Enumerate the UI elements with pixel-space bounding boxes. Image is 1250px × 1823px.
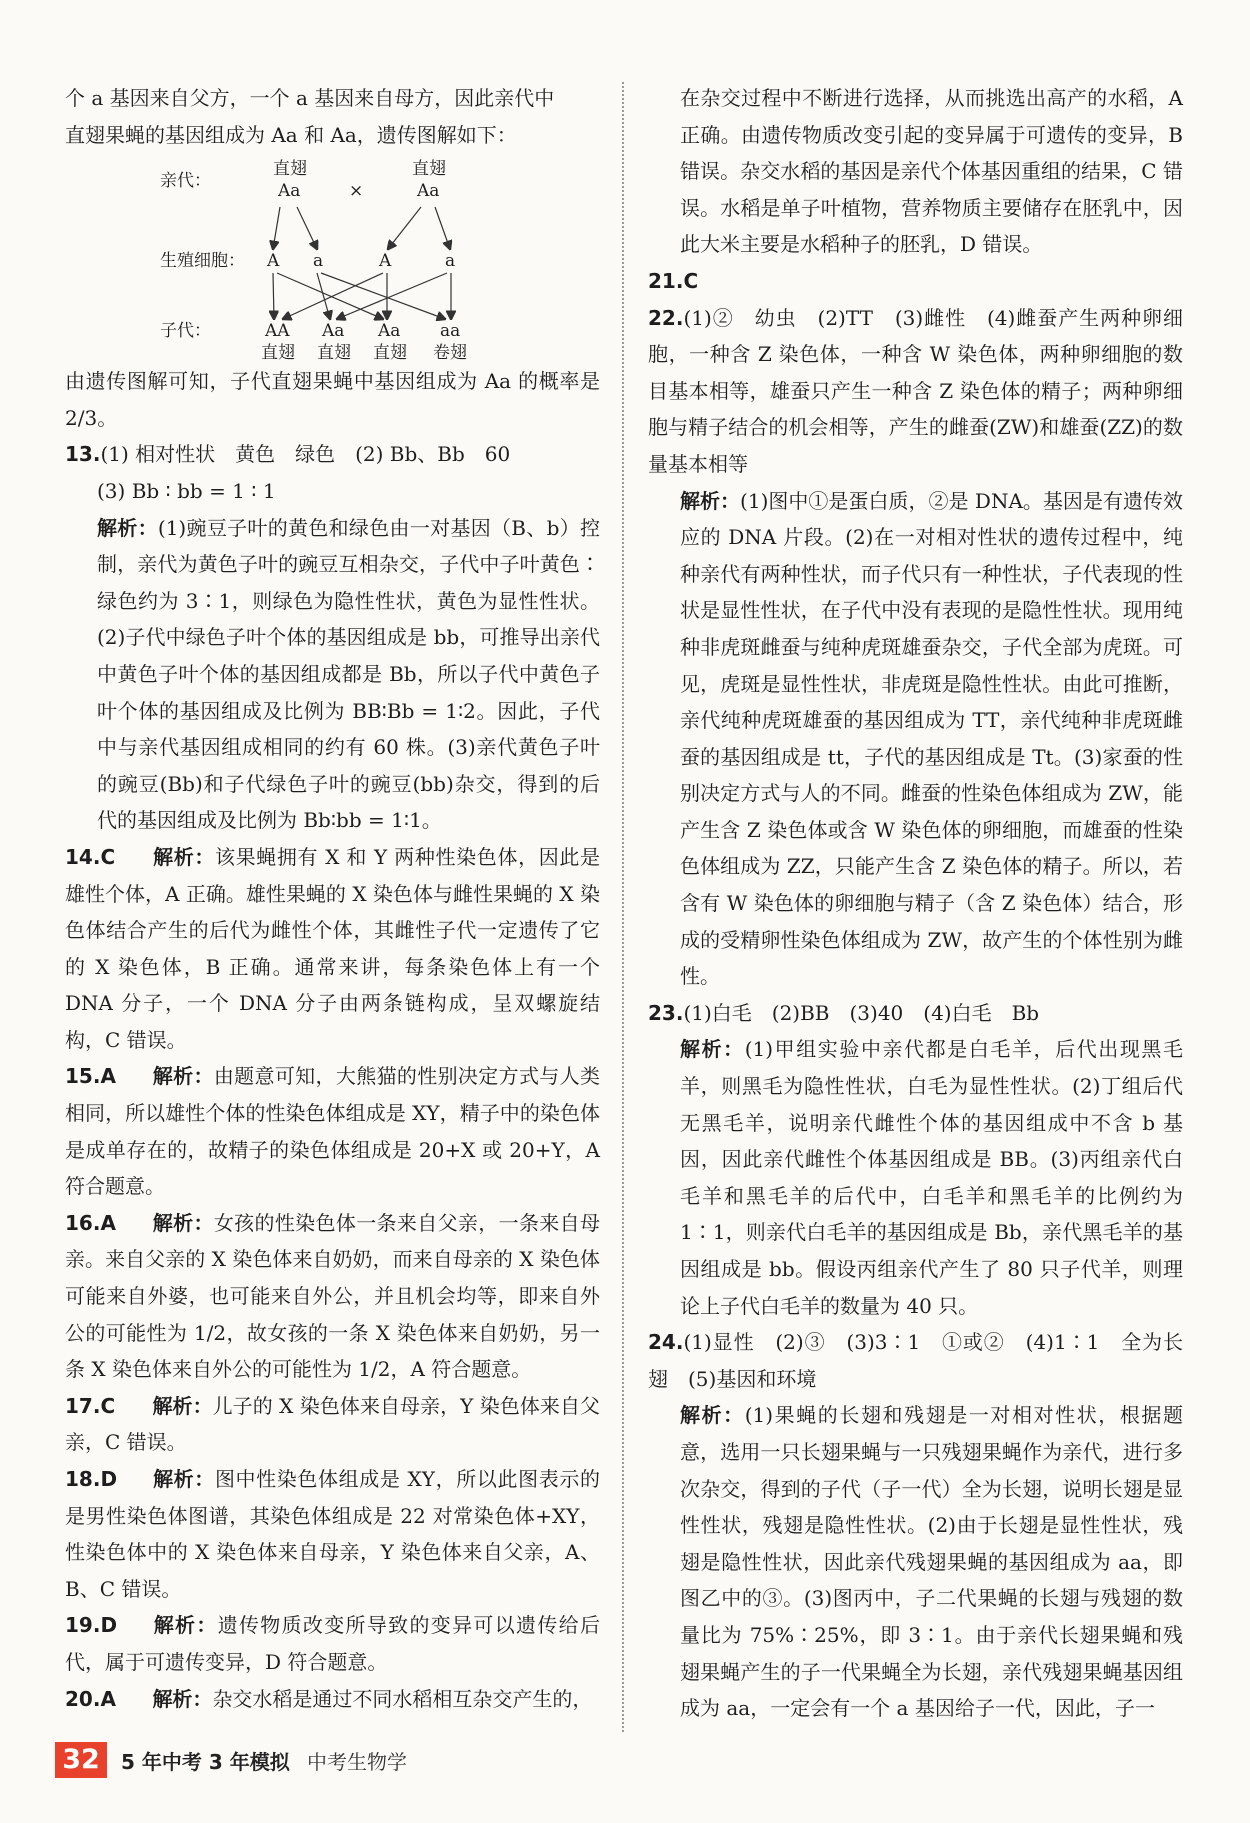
item-number: 18. — [65, 1467, 101, 1491]
intro-line-2: 直翅果蝇的基因组成为 Aa 和 Aa，遗传图解如下： — [65, 122, 517, 147]
answer-item-20 — [65, 1681, 600, 1718]
answer-item-15 — [65, 1058, 600, 1204]
row-label-parent: 亲代： — [160, 171, 211, 192]
analysis-text: 杂交水稻是通过不同水稻相互杂交产生的， — [212, 1686, 593, 1711]
item-answer: D — [100, 1467, 118, 1491]
answer-item-18 — [65, 1461, 600, 1607]
item-answer: A — [100, 1686, 116, 1711]
answer-item-16 — [65, 1205, 600, 1388]
offspring-trait-1: 直翅 — [261, 343, 295, 364]
right-column — [648, 80, 1183, 1727]
item-number: 24. — [648, 1330, 684, 1355]
arrow-g1-o1 — [273, 273, 274, 319]
analysis-text: (1)图中①是蛋白质，②是 DNA。基因是有遗传效应的 DNA 片段。(2)在一对相对性状的遗传过程中，纯种亲代有两种性状，而子代只有一种性状，子代表现的性状是显性性状，在子代中没有表现的是隐性性状。现用纯种非虎斑雌蚕与纯种虎斑雄蚕杂交，子代全部为虎斑。可见，虎斑是显性性状，非虎斑是隐性性状。由此可推断，亲代纯种虎斑雄蚕的基因组成为 TT，亲代纯种非虎斑雌蚕的基因组成是 tt，子代的基因组成是 Tt。(3)家蚕的性别决定方式与人的不同。雌蚕的性染色体组成为 ZW，能产生含 Z 染色体或含 W 染色体的卵细胞，而雄蚕的性染色体组成为 ZZ，只能产生含 Z 染色体的精子。所以，若含有 W 染色体的卵细胞与精子（含 Z 染色体）结合，形成的受精卵性染色体组成为 ZW，故产生的个体性别为雌性。 — [680, 488, 1183, 989]
analysis-text: 该果蝇拥有 X 和 Y 两种性染色体，因此是雄性个体，A 正确。雄性果蝇的 X 染色体与雌性果蝇的 X 染色体结合产生的后代为雌性个体，其雌性子代一定遗传了它的 X 染色体，B 正确。通常来讲，每条染色体上有一个 DNA 分子，一个 DNA 分子由两条链构成，呈双螺旋结构，C 错误。 — [65, 844, 601, 1052]
analysis-text: 女孩的性染色体一条来自父亲，一条来自母亲。来自父亲的 X 染色体来自奶奶，而来自母亲的 X 染色体可能来自外婆，也可能来自外公，并且机会均等，即来自外公的可能性为 1/2，故女孩的一条 X 染色体来自奶奶，另一条 X 染色体来自外公的可能性为 1/2，A 符合题意。 — [65, 1210, 600, 1382]
arrow-p2-a1 — [388, 207, 421, 249]
left-column — [65, 80, 600, 1717]
row-label-gamete: 生殖细胞： — [160, 251, 245, 272]
answer-item-24 — [648, 1324, 1183, 1727]
analysis-text: (1)豌豆子叶的黄色和绿色由一对基因（B、b）控制，亲代为黄色子叶的豌豆互相杂交，子代中子叶黄色∶绿色约为 3∶1，则绿色为隐性性状，黄色为显性性状。(2)子代中绿色子叶个体的基因组成是 bb，可推导出亲代中黄色子叶个体的基因组成都是 Bb，所以子代中黄色子叶个体的基因组成及比例为 BB∶Bb = 1∶2。因此，子代中与亲代基因组成相同的约有 60 株。(3)亲代黄色子叶的豌豆(Bb)和子代绿色子叶的豌豆(bb)杂交，得到的后代的基因组成及比例为 Bb∶bb = 1∶1。 — [97, 515, 600, 833]
arrow-g4-o2 — [337, 273, 447, 319]
genetic-cross-diagram — [65, 153, 600, 363]
item-answer-cont: (3) Bb ∶ bb = 1 ∶ 1 — [97, 478, 276, 503]
parent1-gene: Aa — [278, 181, 301, 202]
item-answer: (1)② 幼虫 (2)TT (3)雌性 (4)雌蚕产生两种卵细胞，一种含 Z 染色体，一种含 W 染色体，两种卵细胞的数目基本相等，雄蚕只产生一种含 Z 染色体的精子；两种卵细胞与精子结合的机会相等，产生的雌蚕(ZW)和雄蚕(ZZ)的数量基本相等 — [648, 305, 1183, 476]
item-answer: C — [100, 844, 116, 869]
cross-symbol: × — [349, 181, 364, 202]
item-answer: C — [683, 268, 699, 293]
answer-item-14 — [65, 839, 600, 1059]
item-number: 21. — [648, 268, 684, 293]
item-answer: C — [100, 1393, 116, 1418]
item-answer: D — [100, 1613, 118, 1638]
item-number: 23. — [648, 1000, 684, 1025]
item-answer: A — [100, 1210, 116, 1235]
item-number: 16. — [65, 1210, 101, 1235]
analysis-text: 图中性染色体组成是 XY，所以此图表示的是男性染色体图谱，其染色体组成是 22 对常染色体+XY，性染色体中的 X 染色体来自母亲，Y 染色体来自父亲，A、B、C 错误。 — [65, 1467, 600, 1601]
item-answer: A — [100, 1064, 116, 1089]
analysis-label: 解析： — [152, 1064, 214, 1089]
offspring-gene-1: AA — [265, 321, 290, 342]
parent1-trait: 直翅 — [273, 159, 307, 180]
answer-item-23 — [648, 995, 1183, 1324]
page-footer — [55, 1738, 495, 1782]
offspring-trait-4: 卷翅 — [433, 343, 467, 364]
arrow-g2-o2 — [317, 273, 330, 319]
diagram-conclusion: 由遗传图解可知，子代直翅果蝇中基因组成为 Aa 的概率是 2/3。 — [65, 369, 600, 430]
analysis-text: (1)果蝇的长翅和残翅是一对相对性状，根据题意，选用一只长翅果蝇与一只残翅果蝇作为亲代，进行多次杂交，得到的子代（子一代）全为长翅，说明长翅是显性性状，残翅是隐性性状。(2)由于长翅是显性性状，残翅是隐性性状，因此亲代残翅果蝇的基因组成为 aa，即图乙中的③。(3)图丙中，子二代果蝇的长翅与残翅的数量比为 75%∶25%，即 3∶1。由于亲代长翅果蝇和残翅果蝇产生的子一代果蝇全为长翅，亲代残翅果蝇基因组成为 aa，一定会有一个 a 基因给子一代，因此，子一 — [680, 1403, 1183, 1721]
arrow-g2-o4 — [321, 273, 445, 319]
analysis-label: 解析： — [680, 488, 741, 513]
item-number: 22. — [648, 305, 684, 330]
gamete-4: a — [445, 251, 456, 272]
item-number: 14. — [65, 844, 101, 869]
analysis-label: 解析： — [152, 1613, 218, 1638]
row-label-offspring: 子代： — [160, 321, 211, 342]
item-number: 19. — [65, 1613, 101, 1638]
page-number: 32 — [55, 1742, 107, 1778]
item-20-continuation: 在杂交过程中不断进行选择，从而挑选出高产的水稻，A 正确。由遗传物质改变引起的变异属于可遗传的变异，B 错误。杂交水稻的基因是亲代个体基因重组的结果，C 错误。水稻是单子叶植物，营养物质主要储存在胚乳中，因此大米主要是水稻种子的胚乳，D 错误。 — [680, 86, 1183, 257]
item-number: 17. — [65, 1393, 101, 1418]
answer-item-21 — [648, 263, 1183, 300]
item-number: 20. — [65, 1686, 101, 1711]
analysis-label: 解析： — [152, 1467, 215, 1491]
analysis-label: 解析： — [152, 1686, 213, 1711]
item-answer: (1)白毛 (2)BB (3)40 (4)白毛 Bb — [683, 1000, 1040, 1025]
offspring-trait-2: 直翅 — [317, 343, 351, 364]
analysis-label: 解析： — [152, 1393, 213, 1418]
offspring-trait-3: 直翅 — [373, 343, 407, 364]
gamete-2: a — [313, 251, 324, 272]
answer-item-13 — [65, 436, 600, 839]
item-answer: (1)显性 (2)③ (3)3∶1 ①或② (4)1∶1 全为长翅 (5)基因和环境 — [648, 1330, 1183, 1391]
arrow-p1-a2 — [297, 207, 317, 249]
item-answer: (1) 相对性状 黄色 绿色 (2) Bb、Bb 60 — [100, 442, 511, 467]
analysis-text: 儿子的 X 染色体来自母亲，Y 染色体来自父亲，C 错误。 — [65, 1393, 601, 1455]
parent2-gene: Aa — [417, 181, 440, 202]
answer-item-17 — [65, 1388, 600, 1461]
column-divider — [622, 82, 624, 1732]
analysis-label: 解析： — [680, 1037, 745, 1062]
gamete-3: A — [379, 251, 392, 272]
analysis-label: 解析： — [152, 1210, 214, 1235]
analysis-label: 解析： — [97, 515, 158, 540]
analysis-label: 解析： — [152, 844, 215, 869]
parent2-trait: 直翅 — [412, 159, 446, 180]
analysis-text: (1)甲组实验中亲代都是白毛羊，后代出现黑毛羊，则黑毛为隐性性状，白毛为显性性状。(2)丁组后代无黑毛羊，说明亲代雌性个体的基因组成中不含 b 基因，因此亲代雌性个体基因组成是 BB。(3)丙组亲代白毛羊和黑毛羊的后代中，白毛羊和黑毛羊的比例约为 1∶1，则亲代白毛羊的基因组成是 Bb，亲代黑毛羊的基因组成是 bb。假设丙组亲代产生了 80 只子代羊，则理论上子代白毛羊的数量为 40 只。 — [680, 1037, 1183, 1318]
offspring-gene-2: Aa — [322, 321, 345, 342]
answer-item-19 — [65, 1607, 600, 1680]
item-number: 15. — [65, 1064, 101, 1089]
analysis-text: 遗传物质改变所导致的变异可以遗传给后代，属于可遗传变异，D 符合题意。 — [65, 1613, 600, 1674]
answer-item-22 — [648, 300, 1183, 995]
offspring-gene-3: Aa — [378, 321, 401, 342]
arrow-p1-a1 — [273, 207, 280, 249]
intro-line-1: 个 a 基因来自父方，一个 a 基因来自母方，因此亲代中 — [65, 86, 555, 110]
arrow-p2-a2 — [435, 207, 450, 249]
gamete-1: A — [267, 251, 280, 272]
analysis-text: 由题意可知，大熊猫的性别决定方式与人类相同，所以雄性个体的性染色体组成是 XY，精子中的染色体是成单存在的，故精子的染色体组成是 20+X 或 20+Y，A 符合题意。 — [65, 1064, 600, 1199]
offspring-gene-4: aa — [440, 321, 461, 342]
book-brand: 5 年中考 3 年模拟 — [121, 1750, 290, 1774]
book-subject: 中考生物学 — [307, 1750, 407, 1774]
analysis-label: 解析： — [680, 1403, 745, 1428]
item-number: 13. — [65, 442, 101, 467]
